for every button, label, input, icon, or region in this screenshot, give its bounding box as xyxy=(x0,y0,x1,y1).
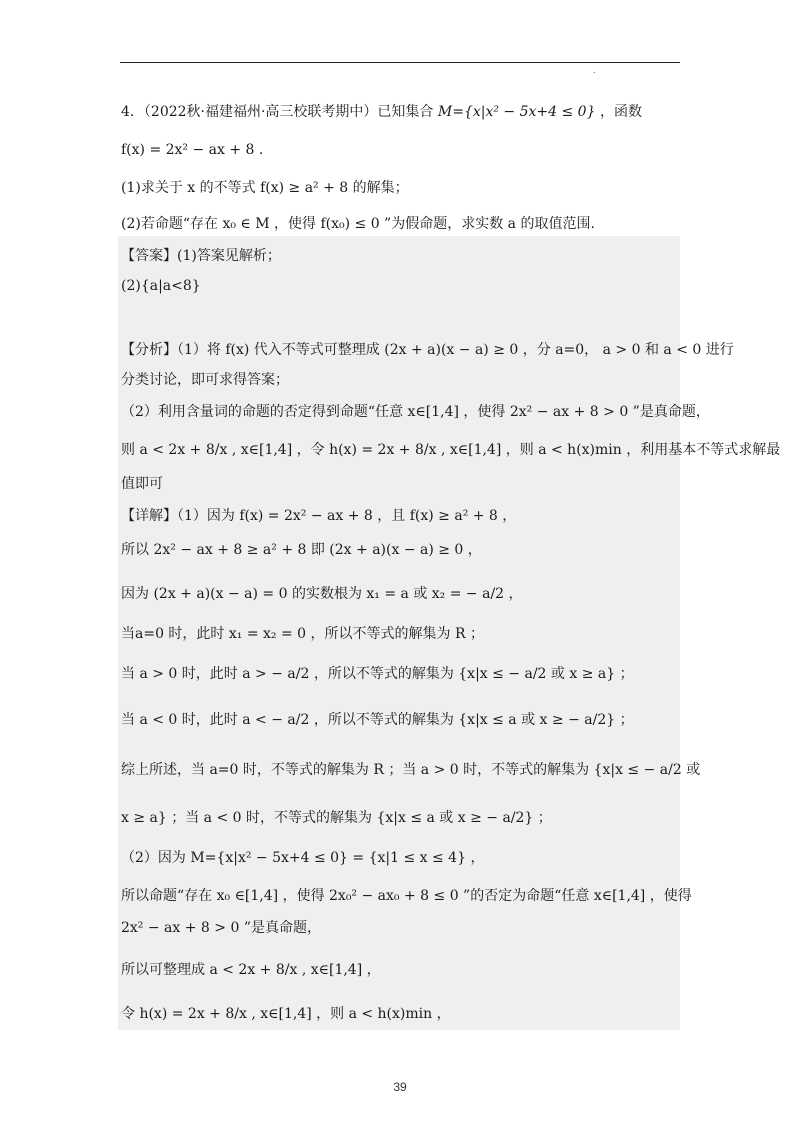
detail-line-3: 因为 (2x + a)(x − a) = 0 的实数根为 x₁ = a 或 x₂ = − a/2 ， xyxy=(121,586,523,602)
detail-line-4: 当a=0 时，此时 x₁ = x₂ = 0 ，所以不等式的解集为 R ； xyxy=(121,626,484,642)
question-2: (2)若命题“存在 x₀ ∈ M ，使得 f(x₀) ≤ 0 ”为假命题，求实数 a 的取值范围. xyxy=(121,216,595,232)
analysis-line-4: 则 a < 2x + 8/x , x∈[1,4] ，令 h(x) = 2x + 8/x , x∈[1,4] ，则 a < h(x)min ，利用基本不等式求解最 xyxy=(121,442,781,458)
analysis-line-3: （2）利用含量词的命题的否定得到命题“任意 x∈[1,4] ，使得 2x² − ax + 8 > 0 ”是真命题， xyxy=(121,404,710,420)
detail-line-13: 令 h(x) = 2x + 8/x , x∈[1,4] ，则 a < h(x)min ， xyxy=(121,1006,451,1022)
analysis-line-2: 分类讨论，即可求得答案； xyxy=(121,372,289,388)
detail-line-2: 所以 2x² − ax + 8 ≥ a² + 8 即 (2x + a)(x − a) ≥ 0 ， xyxy=(121,542,482,558)
detail-line-1: 【详解】（1）因为 f(x) = 2x² − ax + 8 ，且 f(x) ≥ a² + 8 ， xyxy=(121,508,517,524)
header-rule xyxy=(120,62,680,63)
problem-source: 4．（2022秋·福建福州·高三校联考期中）已知集合 xyxy=(121,104,434,120)
detail-line-11: 2x² − ax + 8 > 0 ”是真命题， xyxy=(121,920,321,936)
answer-line-2: (2){a|a<8} xyxy=(121,278,201,294)
question-1: (1)求关于 x 的不等式 f(x) ≥ a² + 8 的解集； xyxy=(121,180,409,196)
detail-line-8: x ≥ a} ；当 a < 0 时，不等式的解集为 {x|x ≤ a 或 x ≥ − a/2} ； xyxy=(121,810,552,826)
detail-line-9: （2）因为 M={x|x² − 5x+4 ≤ 0} = {x|1 ≤ x ≤ 4} ， xyxy=(121,850,485,866)
header-dot: . xyxy=(593,66,596,75)
detail-line-10: 所以命题“存在 x₀ ∈[1,4] ，使得 2x₀² − ax₀ + 8 ≤ 0 ”的否定为命题“任意 x∈[1,4] ，使得 xyxy=(121,888,692,904)
set-M: M={x|x² − 5x+4 ≤ 0} xyxy=(437,104,596,120)
detail-line-6: 当 a < 0 时，此时 a < − a/2 ，所以不等式的解集为 {x|x ≤ a 或 x ≥ − a/2} ； xyxy=(121,712,634,728)
function-definition: f(x) = 2x² − ax + 8 . xyxy=(121,142,264,158)
detail-line-5: 当 a > 0 时，此时 a > − a/2 ，所以不等式的解集为 {x|x ≤ − a/2 或 x ≥ a} ； xyxy=(121,666,634,682)
function-intro: ，函数 xyxy=(599,104,642,120)
detail-line-12: 所以可整理成 a < 2x + 8/x , x∈[1,4] ， xyxy=(121,962,381,978)
problem-statement xyxy=(121,102,642,122)
analysis-line-5: 值即可 xyxy=(121,476,163,492)
page-number: 39 xyxy=(393,1080,407,1094)
answer-line-1: 【答案】(1)答案见解析； xyxy=(121,248,281,264)
analysis-line-1: 【分析】（1）将 f(x) 代入不等式可整理成 (2x + a)(x − a) ≥ 0 ，分 a=0， a > 0 和 a < 0 进行 xyxy=(121,342,734,358)
detail-line-7: 综上所述，当 a=0 时，不等式的解集为 R ；当 a > 0 时，不等式的解集为 {x|x ≤ − a/2 或 xyxy=(121,762,701,778)
